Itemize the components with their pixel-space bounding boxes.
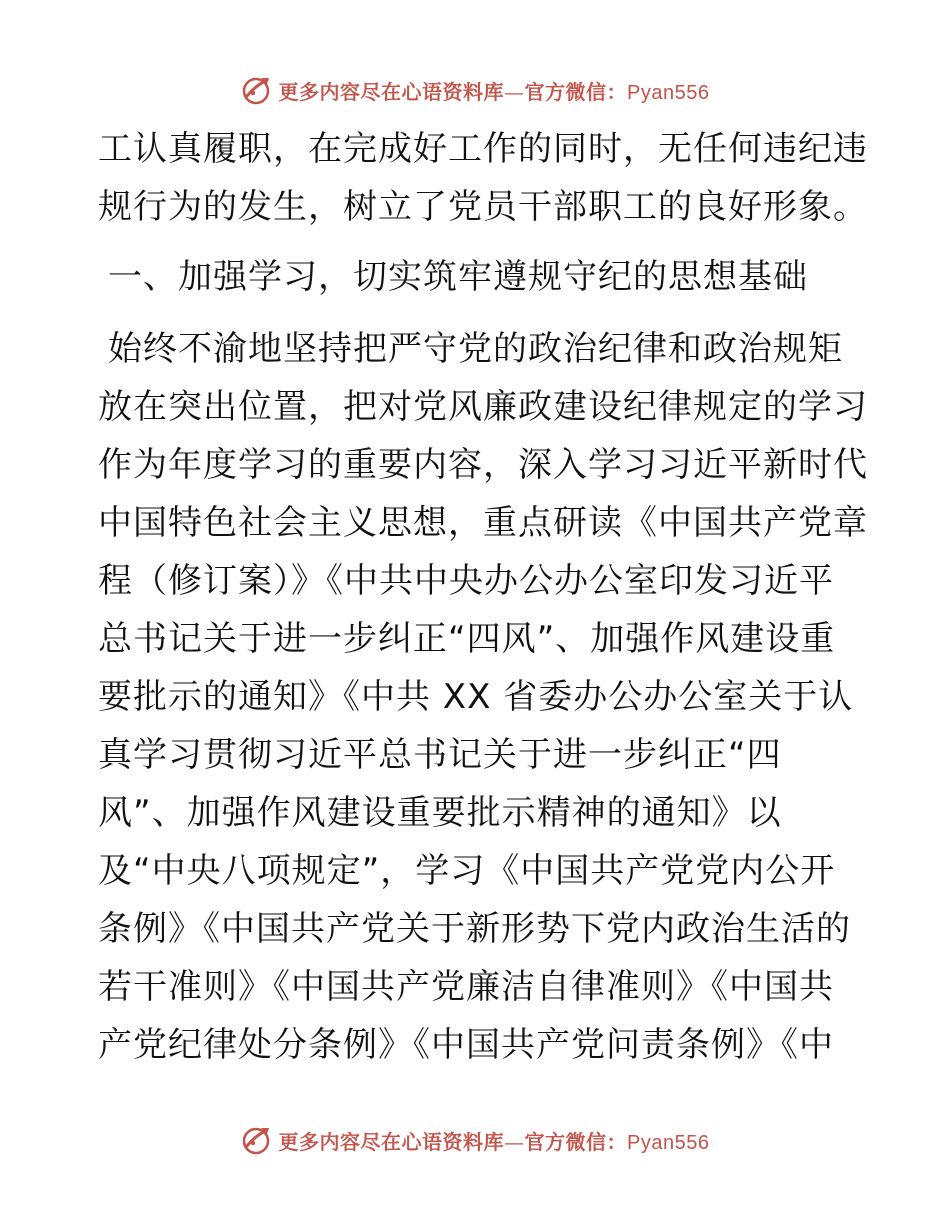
watermark-text: 更多内容尽在心语资料库—官方微信：Pyan556 xyxy=(278,79,710,104)
body-line: 风”、加强作风建设重要批示精神的通知》以 xyxy=(98,793,782,833)
body-line: 规行为的发生，树立了党员干部职工的良好形象。 xyxy=(98,187,868,227)
body-line: 作为年度学习的重要内容，深入学习习近平新时代 xyxy=(98,445,868,485)
footer-watermark xyxy=(0,1120,950,1160)
body-line: 要批示的通知》《中共 XX 省委办公办公室关于认 xyxy=(98,677,854,717)
body-line: 工认真履职，在完成好工作的同时，无任何违纪违 xyxy=(98,129,868,169)
body-line: 程（修订案）》《中共中央办公办公室印发习近平 xyxy=(98,561,834,601)
body-line: 始终不渝地坚持把严守党的政治纪律和政治规矩 xyxy=(108,329,843,369)
pen-logo-icon xyxy=(241,74,273,106)
body-line: 真学习贯彻习近平总书记关于进一步纠正“四 xyxy=(98,735,782,775)
body-line: 及“中央八项规定”，学习《中国共产党党内公开 xyxy=(98,851,836,891)
pen-logo-icon xyxy=(241,1124,273,1156)
body-line: 条例》《中国共产党关于新形势下党内政治生活的 xyxy=(98,909,851,949)
body-line: 产党纪律处分条例》《中国共产党问责条例》《中 xyxy=(98,1025,834,1065)
header-watermark xyxy=(0,70,950,110)
body-line: 总书记关于进一步纠正“四风”、加强作风建设重 xyxy=(98,619,836,659)
document-body xyxy=(98,120,868,1074)
body-line: 若干准则》《中国共产党廉洁自律准则》《中国共 xyxy=(98,967,834,1007)
watermark-text: 更多内容尽在心语资料库—官方微信：Pyan556 xyxy=(278,1129,710,1154)
body-line: 放在突出位置，把对党风廉政建设纪律规定的学习 xyxy=(98,387,868,427)
body-line: 中国特色社会主义思想，重点研读《中国共产党章 xyxy=(98,503,868,543)
section-heading: 一、加强学习，切实筑牢遵规守纪的思想基础 xyxy=(108,257,808,297)
